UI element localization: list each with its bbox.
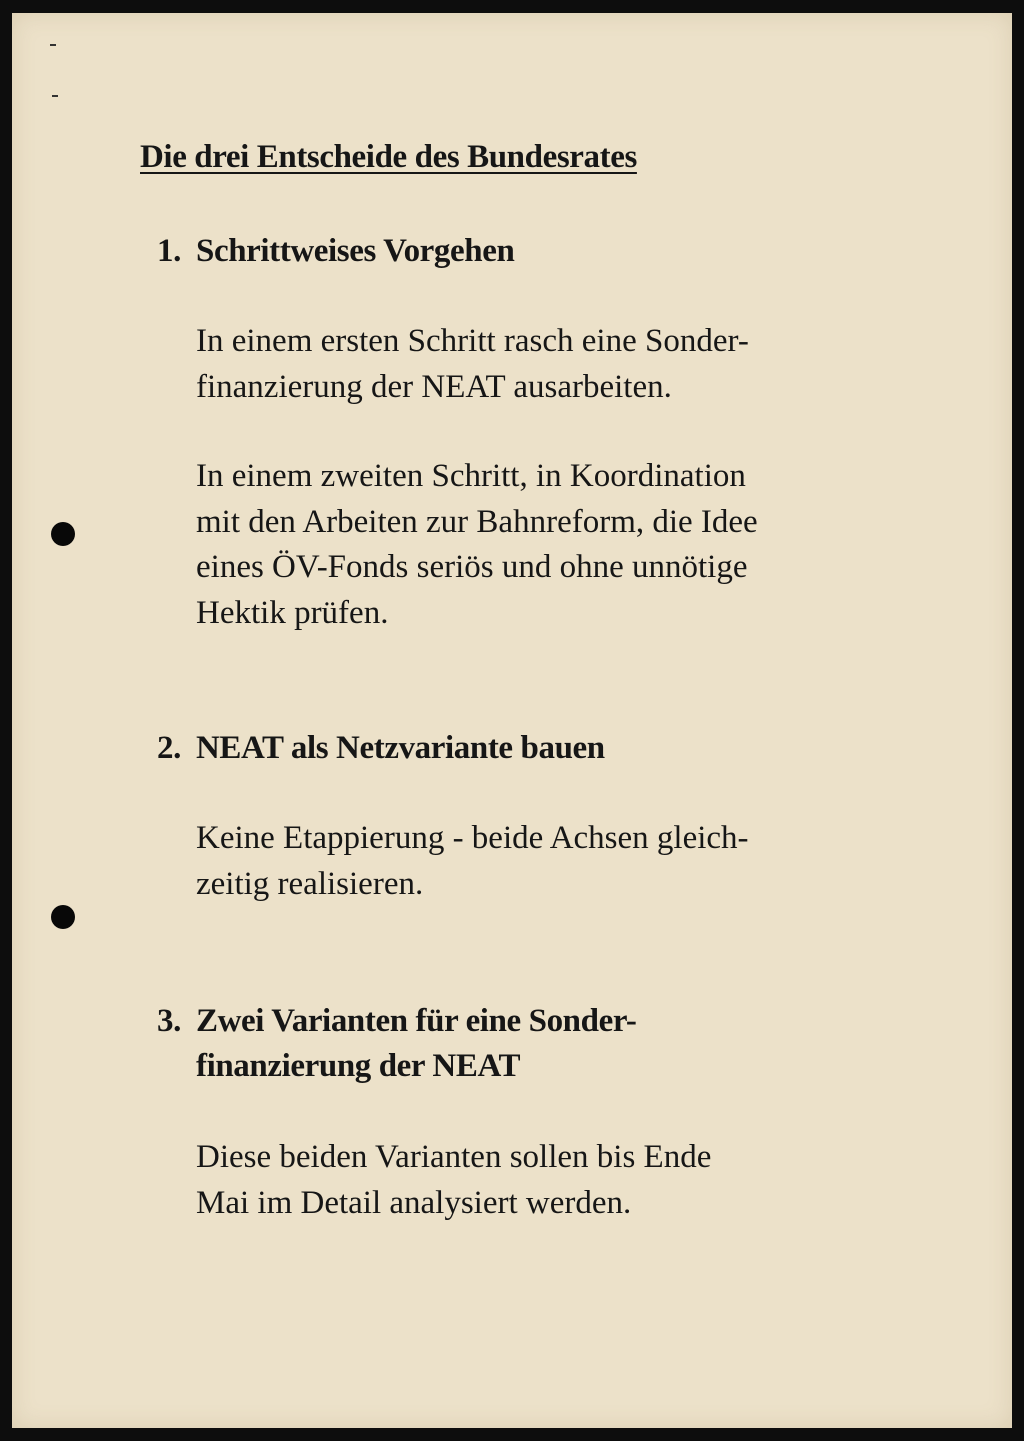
margin-mark [52,95,58,97]
section-heading [157,999,636,1089]
paragraph-line: mit den Arbeiten zur Bahnreform, die Idee [196,503,758,540]
paragraph-line: eines ÖV-Fonds seriös und ohne unnötige [196,549,748,585]
document-title: Die drei Entscheide des Bundesrates [140,139,637,175]
paragraph-line: Keine Etappierung - beide Achsen gleich- [196,820,749,856]
paragraph [196,1135,711,1226]
section-number: 3. [157,1003,181,1039]
paragraph-line: Hektik prüfen. [196,594,389,631]
paragraph-line: In einem zweiten Schritt, in Koordination [196,458,746,494]
paragraph-line: finanzierung der NEAT ausarbeiten. [196,368,672,405]
paragraph-line: In einem ersten Schritt rasch eine Sonder- [196,323,749,359]
paragraph-line: Mai im Detail analysiert werden. [196,1184,632,1221]
heading-line: Zwei Varianten für eine Sonder- [196,1003,637,1039]
section-heading [157,229,514,274]
punch-hole [51,522,75,546]
paragraph-line: zeitig realisieren. [196,865,424,902]
heading-line: Schrittweises Vorgehen [196,233,515,269]
heading-line: NEAT als Netzvariante bauen [196,730,605,766]
heading-line: finanzierung der NEAT [196,1048,521,1084]
section-number: 2. [157,730,181,766]
document-page [12,13,1012,1428]
section-heading [157,726,605,771]
punch-hole [51,905,75,929]
paragraph [196,319,749,410]
paragraph [196,816,749,907]
margin-mark [50,44,56,46]
section-number: 1. [157,233,181,269]
paragraph-line: Diese beiden Varianten sollen bis Ende [196,1139,712,1175]
paragraph [196,454,758,636]
